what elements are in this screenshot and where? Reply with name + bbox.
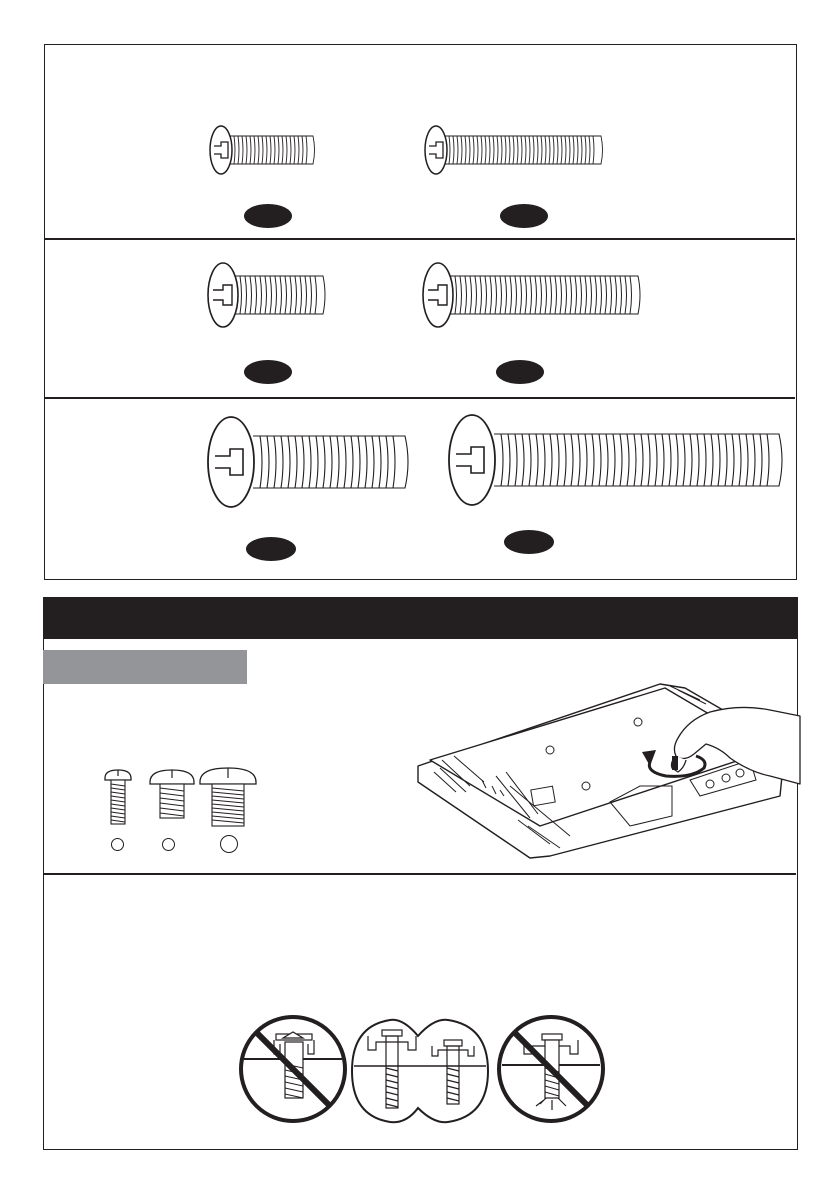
size-option-radio-medium[interactable] <box>162 838 175 851</box>
large-pan-head-screw-icon <box>198 766 258 830</box>
screw-label-badge <box>504 530 554 554</box>
prohibited-screw-too-short-icon <box>238 1014 348 1124</box>
screw-label-badge <box>244 204 292 228</box>
screw-label-badge <box>496 360 544 384</box>
screw-row1-short-icon <box>208 124 318 176</box>
section-header-band <box>43 597 798 639</box>
step-divider <box>44 873 796 875</box>
step-tab <box>43 650 247 684</box>
screw-row2-long-icon <box>420 260 645 330</box>
size-option-radio-large[interactable] <box>220 835 238 853</box>
correct-screw-fit-icon <box>348 1016 493 1126</box>
screw-label-badge <box>500 204 548 228</box>
row-divider-2 <box>45 397 795 399</box>
screw-label-badge <box>244 360 292 384</box>
screw-row1-long-icon <box>423 124 608 176</box>
screw-row3-short-icon <box>203 414 415 510</box>
medium-pan-head-screw-icon <box>148 768 196 828</box>
tv-back-hand-screw-icon <box>410 676 800 860</box>
size-option-radio-small[interactable] <box>111 838 124 851</box>
screw-row3-long-icon <box>444 412 788 508</box>
small-pan-head-screw-icon <box>103 768 133 828</box>
prohibited-screw-too-long-icon <box>496 1014 606 1124</box>
screw-label-badge <box>246 537 296 561</box>
row-divider-1 <box>45 238 795 240</box>
screw-row2-short-icon <box>205 260 330 330</box>
